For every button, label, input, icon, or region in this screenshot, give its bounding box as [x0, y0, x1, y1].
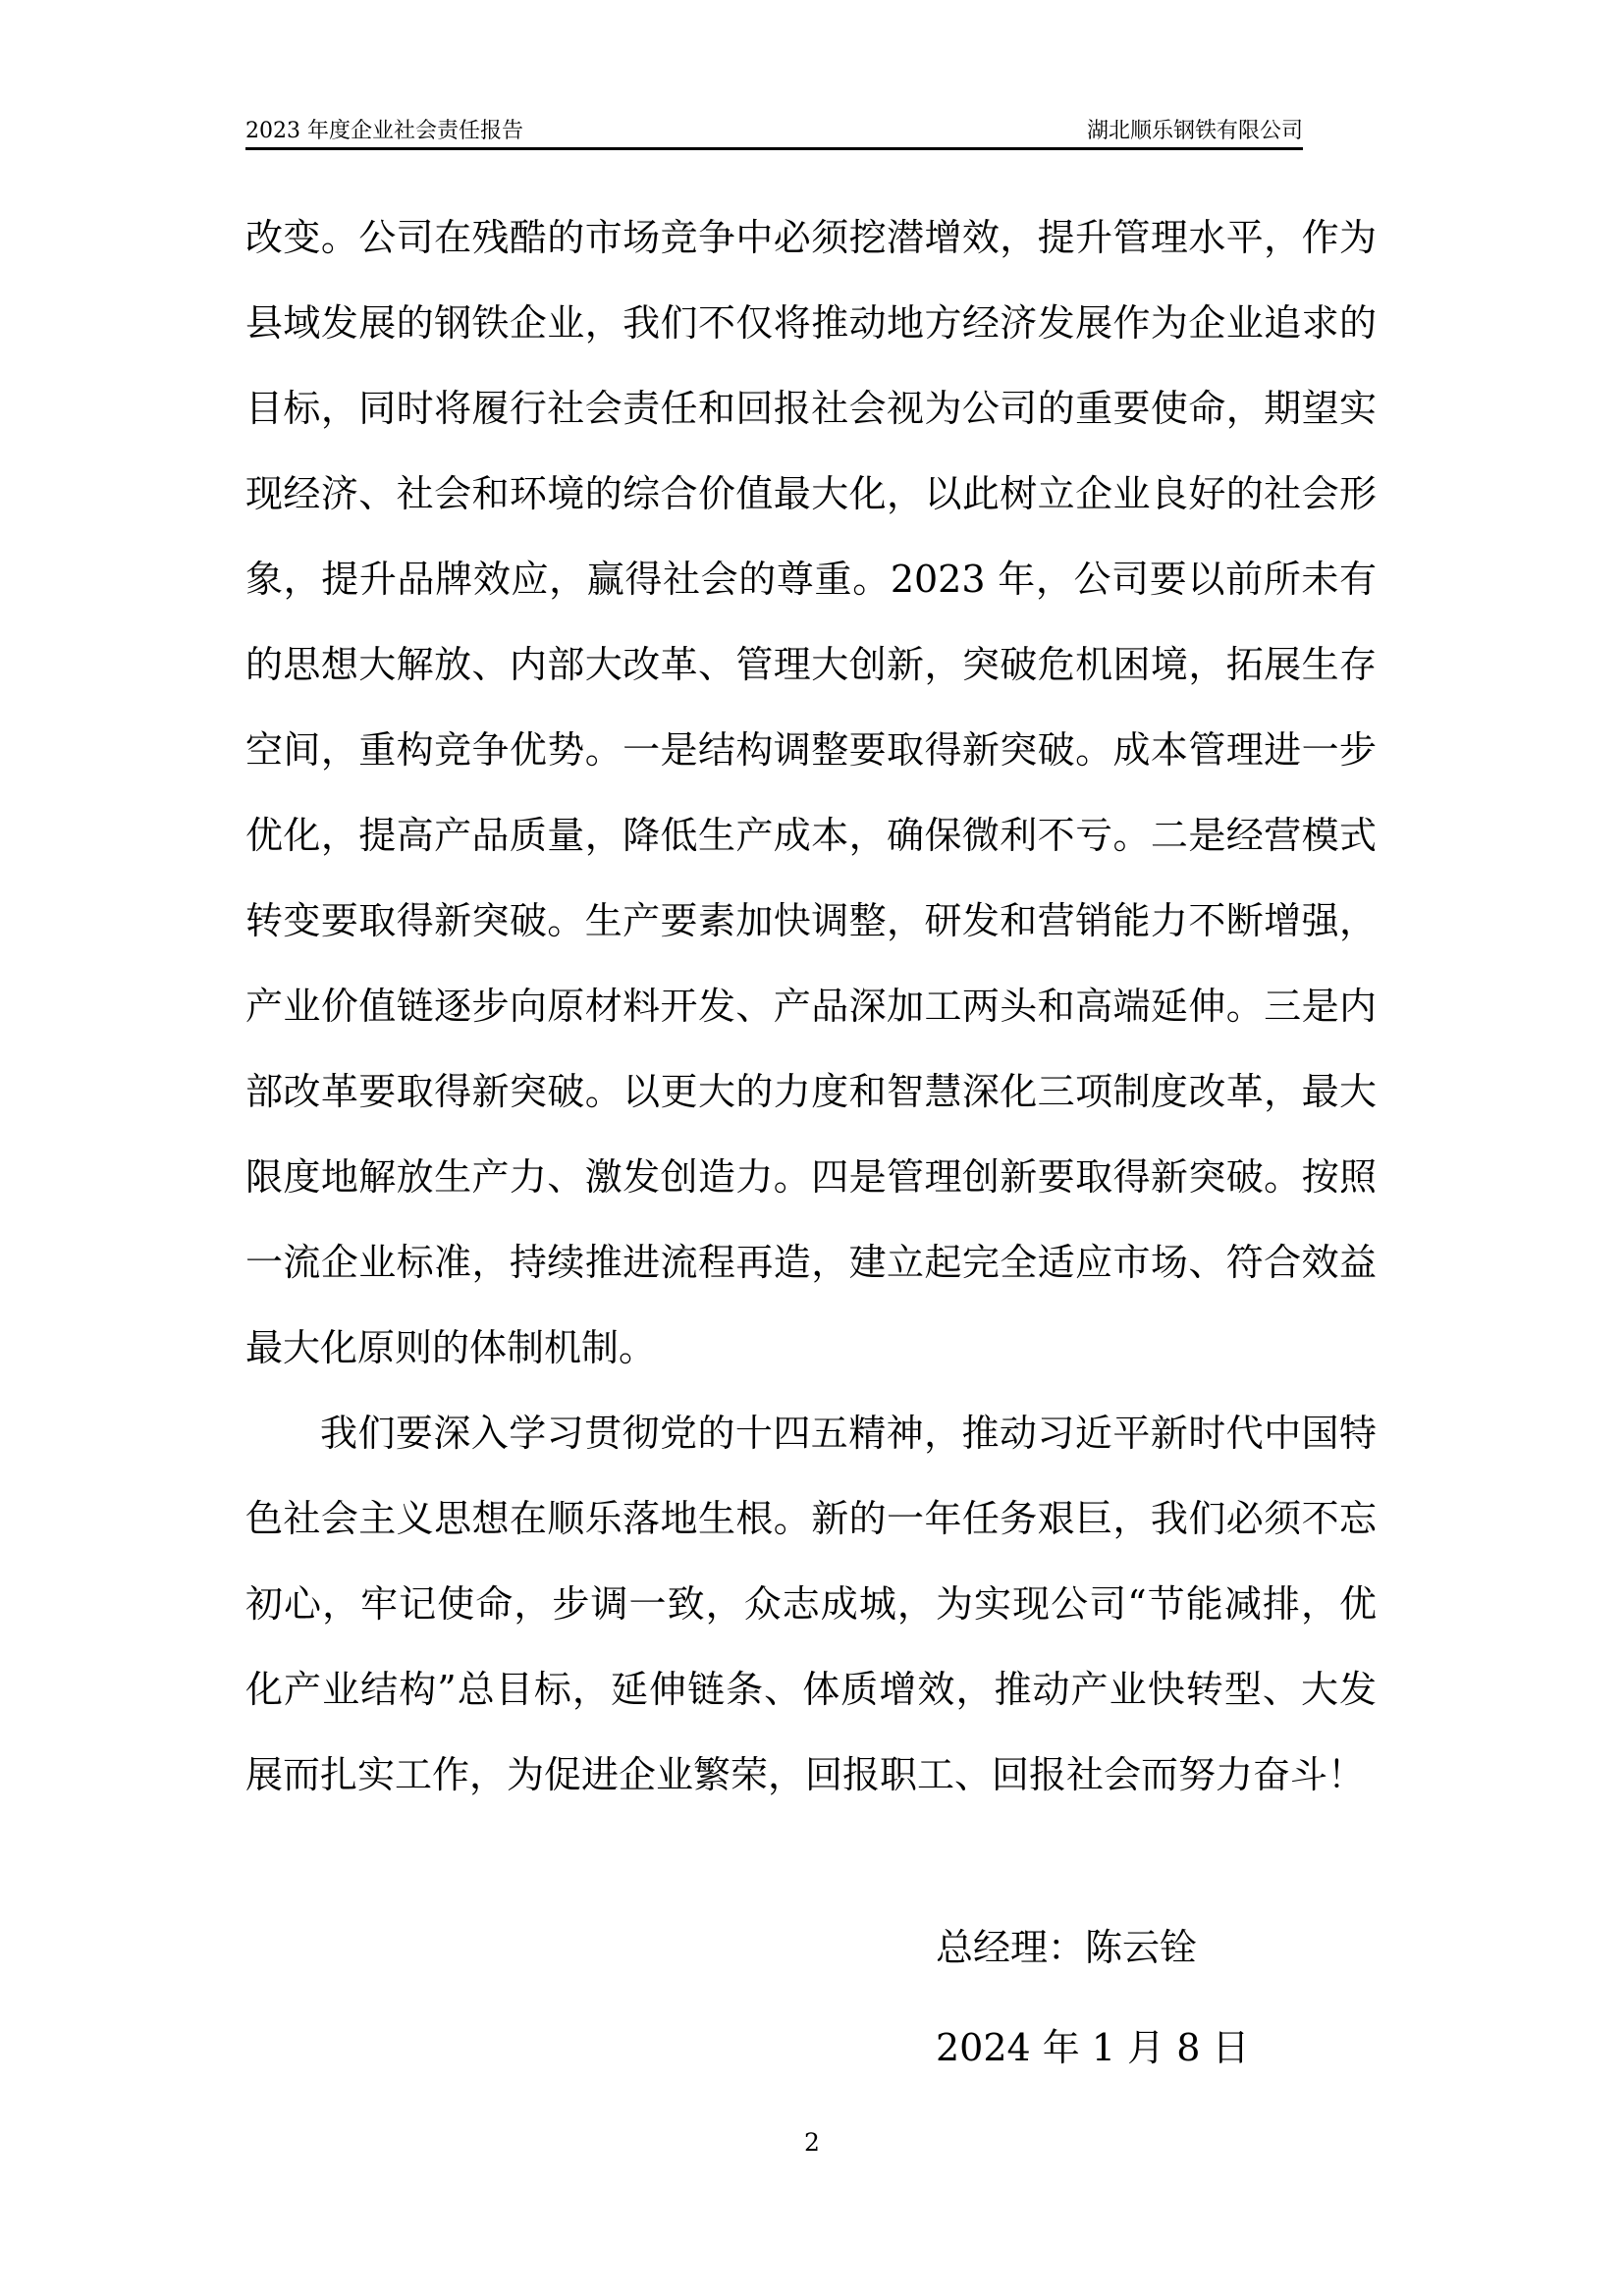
- signature-signer: 总经理：陈云铨: [936, 1926, 1198, 1969]
- document-body: [245, 195, 1377, 1818]
- body-line: 优化，提高产品质量，降低生产成本，确保微利不亏。二是经营模式: [245, 814, 1377, 857]
- body-line: 现经济、社会和环境的综合价值最大化，以此树立企业良好的社会形: [245, 472, 1377, 515]
- body-line: 象，提升品牌效应，赢得社会的尊重。2023 年，公司要以前所未有: [245, 558, 1377, 601]
- body-line: 改变。公司在残酷的市场竞争中必须挖潜增效，提升管理水平，作为: [245, 216, 1377, 259]
- body-line: 初心，牢记使命，步调一致，众志成城，为实现公司“节能减排，优: [245, 1582, 1377, 1626]
- body-line: 化产业结构”总目标，延伸链条、体质增效，推动产业快转型、大发: [245, 1668, 1377, 1711]
- body-line: 我们要深入学习贯彻党的十四五精神，推动习近平新时代中国特: [320, 1412, 1377, 1455]
- signature-block: [936, 1905, 1249, 2091]
- body-line: 最大化原则的体制机制。: [245, 1326, 657, 1369]
- body-line: 转变要取得新突破。生产要素加快调整，研发和营销能力不断增强，: [245, 899, 1377, 942]
- body-line: 空间，重构竞争优势。一是结构调整要取得新突破。成本管理进一步: [245, 728, 1377, 772]
- body-line: 展而扎实工作，为促进企业繁荣，回报职工、回报社会而努力奋斗！: [245, 1753, 1366, 1796]
- body-line: 目标，同时将履行社会责任和回报社会视为公司的重要使命，期望实: [245, 387, 1377, 430]
- page-header: [245, 119, 1303, 150]
- header-company-name: 湖北顺乐钢铁有限公司: [1086, 119, 1303, 143]
- body-line: 一流企业标准，持续推进流程再造，建立起完全适应市场、符合效益: [245, 1241, 1377, 1284]
- signature-date: 2024 年 1 月 8 日: [936, 2026, 1250, 2069]
- page-number: 2: [804, 2128, 820, 2157]
- body-line: 部改革要取得新突破。以更大的力度和智慧深化三项制度改革，最大: [245, 1070, 1377, 1113]
- body-line: 的思想大解放、内部大改革、管理大创新，突破危机困境，拓展生存: [245, 643, 1377, 686]
- body-line: 产业价值链逐步向原材料开发、产品深加工两头和高端延伸。三是内: [245, 985, 1377, 1028]
- body-line: 色社会主义思想在顺乐落地生根。新的一年任务艰巨，我们必须不忘: [245, 1497, 1377, 1540]
- body-line: 限度地解放生产力、激发创造力。四是管理创新要取得新突破。按照: [245, 1155, 1377, 1199]
- header-report-title: 2023 年度企业社会责任报告: [245, 119, 523, 143]
- body-line: 县域发展的钢铁企业，我们不仅将推动地方经济发展作为企业追求的: [245, 301, 1377, 345]
